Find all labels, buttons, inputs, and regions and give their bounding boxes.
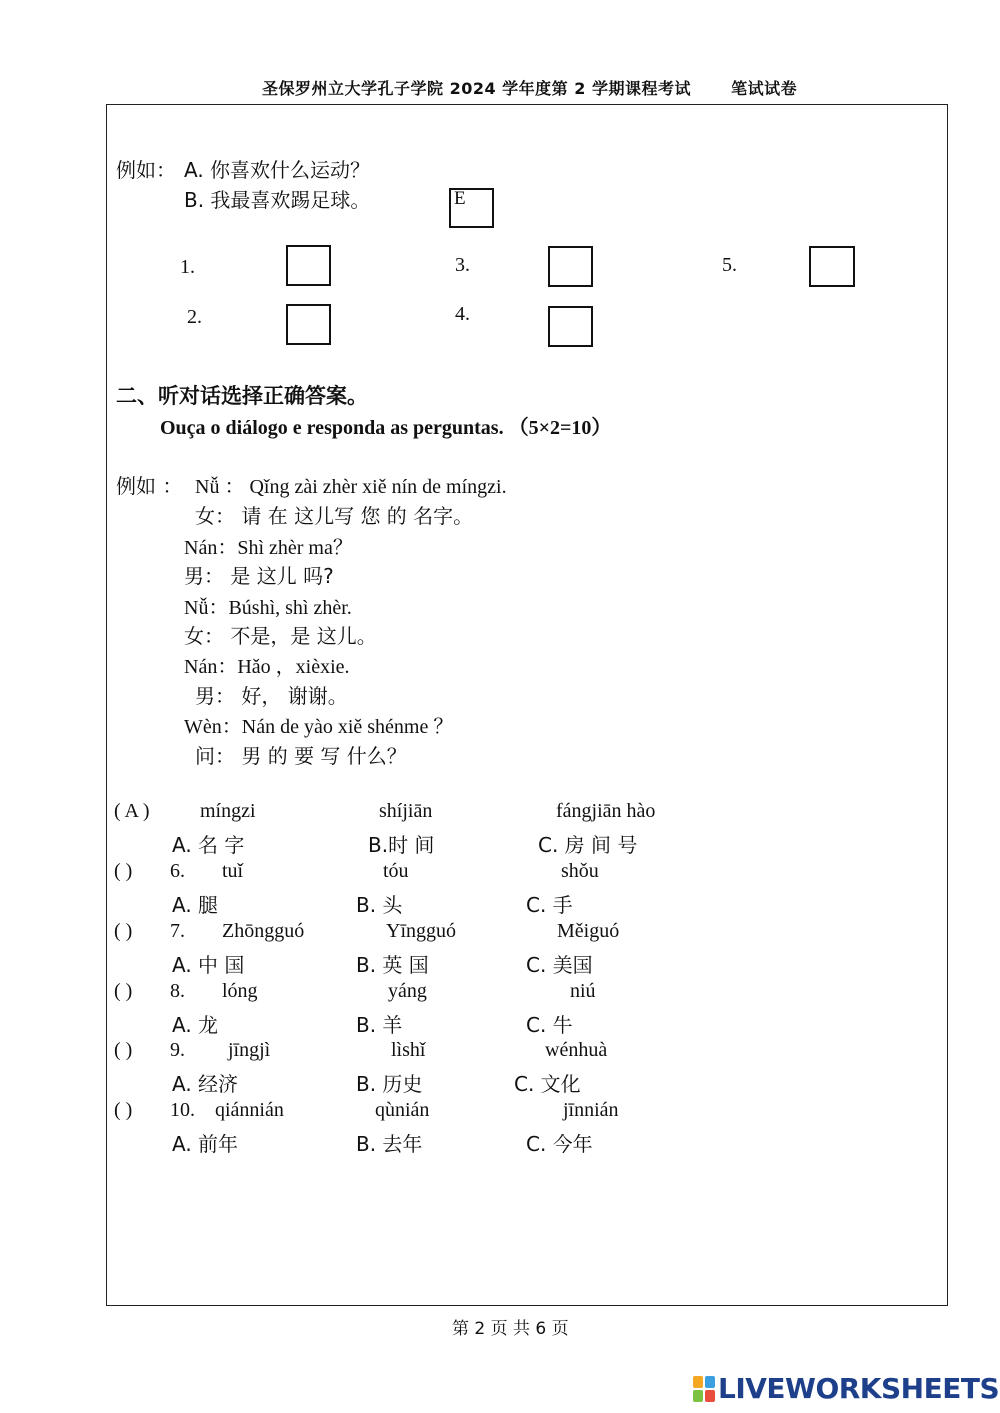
option-c: C. 文化 [514,1072,581,1096]
dialogue-line: 女： 请 在 这儿写 您 的 名字。 [195,504,474,528]
pinyin-a: tuǐ [222,860,244,882]
dialogue-line: 女： 不是，是 这儿。 [184,624,377,648]
pinyin-c: jīnnián [563,1099,619,1121]
option-a: A. 前年 [172,1132,239,1156]
exam-header [262,76,797,99]
question-number: 8. [170,980,185,1002]
option-c: C. 美国 [526,953,593,977]
question-number: 10. [170,1099,195,1121]
pinyin-b: yáng [388,980,427,1002]
pinyin-c: Měiguó [557,920,620,942]
option-c: C. 牛 [526,1013,573,1037]
example-line-b: B. 我最喜欢踢足球。 [184,188,371,212]
pinyin-a: qiánnián [215,1099,284,1121]
option-b: B. 英 国 [356,953,429,977]
dialogue-line: Nán：Hǎo ，xièxie. [184,656,350,678]
dialogue-example-label: 例如 ： [116,474,183,498]
pinyin-c: niú [570,980,596,1002]
question-number: 6. [170,860,185,882]
answer-bracket[interactable]: ( ) [114,1099,133,1121]
pinyin-c: wénhuà [545,1039,608,1061]
exam-subtitle: 笔试试卷 [731,79,798,98]
dialogue-line: Nǚ ： Qǐng zài zhèr xiě nín de míngzi. [195,476,507,498]
pinyin-a: Zhōngguó [222,920,305,942]
brand-name: LIVEWORKSHEETS [718,1372,1000,1405]
option-c: C. 房 间 号 [538,833,638,857]
pinyin-a: jīngjì [228,1039,271,1061]
example-answer-box [449,188,494,228]
pinyin-a: lóng [222,980,258,1002]
answer-bracket[interactable]: ( ) [114,920,133,942]
dialogue-line: Wèn：Nán de yào xiě shénme ？ [184,716,454,738]
item-3-answer-box[interactable] [548,246,593,287]
item-3-label: 3. [455,254,470,276]
section2-subtitle: Ouça o diálogo e responda as perguntas. （5×2=10） [160,417,612,439]
item-5-label: 5. [722,254,737,276]
pinyin-b: Yīngguó [386,920,456,942]
option-b: B. 历史 [356,1072,423,1096]
question-number: 7. [170,920,185,942]
option-b: B. 去年 [356,1132,423,1156]
dialogue-line: 男： 好， 谢谢。 [195,684,348,708]
dialogue-line: 男： 是 这儿 吗? [184,564,334,588]
dialogue-line: Nán：Shì zhèr ma？ [184,537,353,559]
item-1-label: 1. [180,256,195,278]
option-c: C. 手 [526,893,573,917]
pinyin-a: míngzi [200,800,256,822]
pinyin-c: shǒu [561,860,599,882]
pinyin-b: tóu [383,860,409,882]
section2-title: 二、听对话选择正确答案。 [116,384,368,408]
brand-logo [693,1372,999,1405]
item-4-answer-box[interactable] [548,306,593,347]
item-4-label: 4. [455,303,470,325]
pinyin-b: qùnián [375,1099,430,1121]
pinyin-c: fángjiān hào [556,800,656,822]
example-label: 例如： [116,158,176,182]
item-2-answer-box[interactable] [286,304,331,345]
pinyin-b: lìshǐ [391,1039,426,1061]
option-a: A. 龙 [172,1013,219,1037]
page-number: 第 2 页 共 6 页 [452,1319,569,1339]
pinyin-b: shíjiān [379,800,433,822]
item-5-answer-box[interactable] [809,246,855,287]
liveworksheets-logo-icon [693,1376,715,1402]
item-1-answer-box[interactable] [286,245,331,286]
exam-title: 圣保罗州立大学孔子学院 2024 学年度第 2 学期课程考试 [262,79,691,98]
option-b: B. 羊 [356,1013,403,1037]
dialogue-line: 问： 男 的 要 写 什么？ [195,744,407,768]
answer-bracket[interactable]: ( ) [114,980,133,1002]
answer-bracket[interactable]: ( ) [114,1039,133,1061]
answer-bracket[interactable]: ( ) [114,860,133,882]
option-a: A. 经济 [172,1072,239,1096]
item-2-label: 2. [187,306,202,328]
option-a: A. 腿 [172,893,219,917]
option-b: B.时 间 [368,833,435,857]
option-a: A. 中 国 [172,953,245,977]
question-bracket: ( A ) [114,800,150,822]
example-answer: E [454,188,466,209]
example-line-a: A. 你喜欢什么运动？ [184,158,371,182]
option-c: C. 今年 [526,1132,593,1156]
option-a: A. 名 字 [172,833,245,857]
option-b: B. 头 [356,893,403,917]
question-number: 9. [170,1039,185,1061]
dialogue-line: Nǚ：Búshì, shì zhèr. [184,597,352,619]
